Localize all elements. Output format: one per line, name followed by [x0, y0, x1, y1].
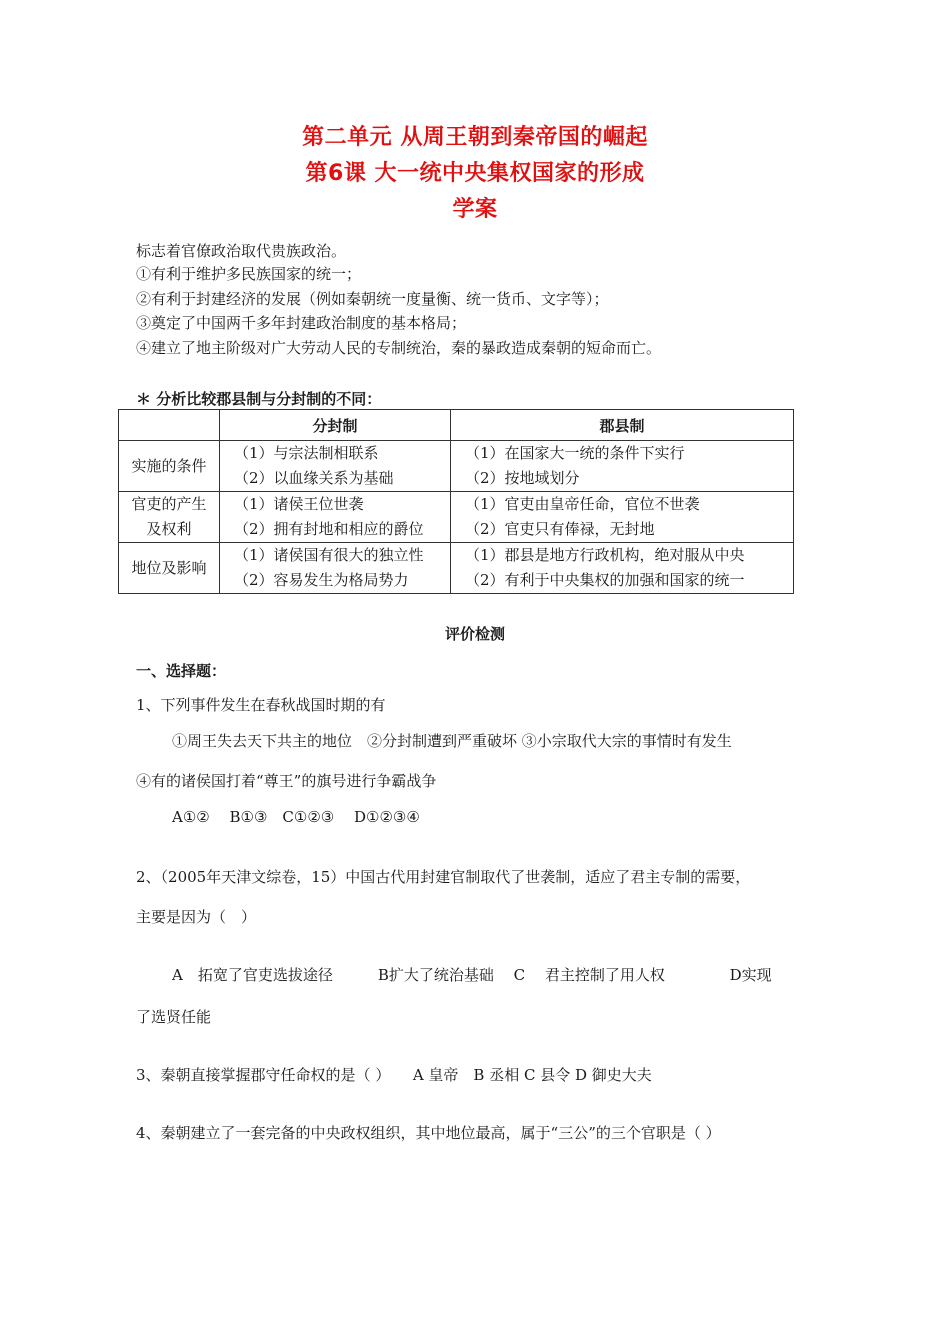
eval-heading: 评价检测 — [444, 625, 505, 643]
question-4: 4、秦朝建立了一套完备的中央政权组织，其中地位最高，属于“三公”的三个官职是（ ） — [136, 1124, 721, 1142]
junxian-cell: （1）官吏由皇帝任命，官位不世袭 （2）官吏只有俸禄，无封地 — [451, 492, 794, 543]
row-label: 官吏的产生 及权利 — [119, 492, 220, 543]
intro-line: ④建立了地主阶级对广大劳动人民的专制统治，秦的暴政造成秦朝的短命而亡。 — [136, 339, 662, 357]
table-row — [119, 441, 794, 492]
question-3: 3、秦朝直接掌握郡守任命权的是（ ） A 皇帝 B 丞相 C 县令 D 御史大夫 — [136, 1066, 652, 1084]
unit-title: 第二单元 从周王朝到秦帝国的崛起 — [302, 125, 648, 150]
intro-line: ②有利于封建经济的发展（例如秦朝统一度量衡、统一货币、文字等）； — [136, 290, 609, 308]
table-row — [119, 492, 794, 543]
question-2-options: A 拓宽了官吏选拔途径 B扩大了统治基础 C 君主控制了用人权 D实现 — [172, 966, 772, 984]
row-label: 实施的条件 — [119, 441, 220, 492]
study-plan-title: 学案 — [452, 197, 498, 222]
fenfeng-cell: （1）诸侯王位世袭 （2）拥有封地和相应的爵位 — [220, 492, 451, 543]
fenfeng-cell: （1）诸侯国有很大的独立性 （2）容易发生为格局势力 — [220, 543, 451, 594]
table-header-cell — [119, 410, 220, 441]
question-2-stem: 主要是因为（ ） — [136, 908, 257, 926]
table-header-cell: 郡县制 — [451, 410, 794, 441]
intro-line: ③奠定了中国两千多年封建政治制度的基本格局； — [136, 314, 467, 332]
intro-line: 标志着官僚政治取代贵族政治。 — [136, 242, 347, 260]
question-2-stem: 2、（2005年天津文综卷，15）中国古代用封建官制取代了世袭制，适应了君主专制的需要， — [136, 868, 751, 886]
row-label: 地位及影响 — [119, 543, 220, 594]
question-1-options: A①② B①③ C①②③ D①②③④ — [172, 808, 420, 826]
question-1-stem: 1、下列事件发生在春秋战国时期的有 — [136, 696, 386, 714]
question-2-options: 了选贤任能 — [136, 1008, 212, 1026]
table-header-cell: 分封制 — [220, 410, 451, 441]
fenfeng-cell: （1）与宗法制相联系 （2）以血缘关系为基础 — [220, 441, 451, 492]
intro-line: ①有利于维护多民族国家的统一； — [136, 265, 362, 283]
question-1-items: ①周王失去天下共主的地位 ②分封制遭到严重破坏 ③小宗取代大宗的事情时有发生 — [172, 732, 732, 750]
lesson-title: 第6课 大一统中央集权国家的形成 — [305, 161, 645, 186]
comparison-table — [118, 409, 794, 594]
table-header-row — [119, 410, 794, 441]
junxian-cell: （1）郡县是地方行政机构，绝对服从中央 （2）有利于中央集权的加强和国家的统一 — [451, 543, 794, 594]
question-1-items: ④有的诸侯国打着“尊王”的旗号进行争霸战争 — [136, 772, 437, 790]
table-row — [119, 543, 794, 594]
compare-heading: ＊ 分析比较郡县制与分封制的不同： — [136, 390, 382, 408]
section-heading: 一、选择题： — [136, 662, 227, 680]
junxian-cell: （1）在国家大一统的条件下实行 （2）按地域划分 — [451, 441, 794, 492]
